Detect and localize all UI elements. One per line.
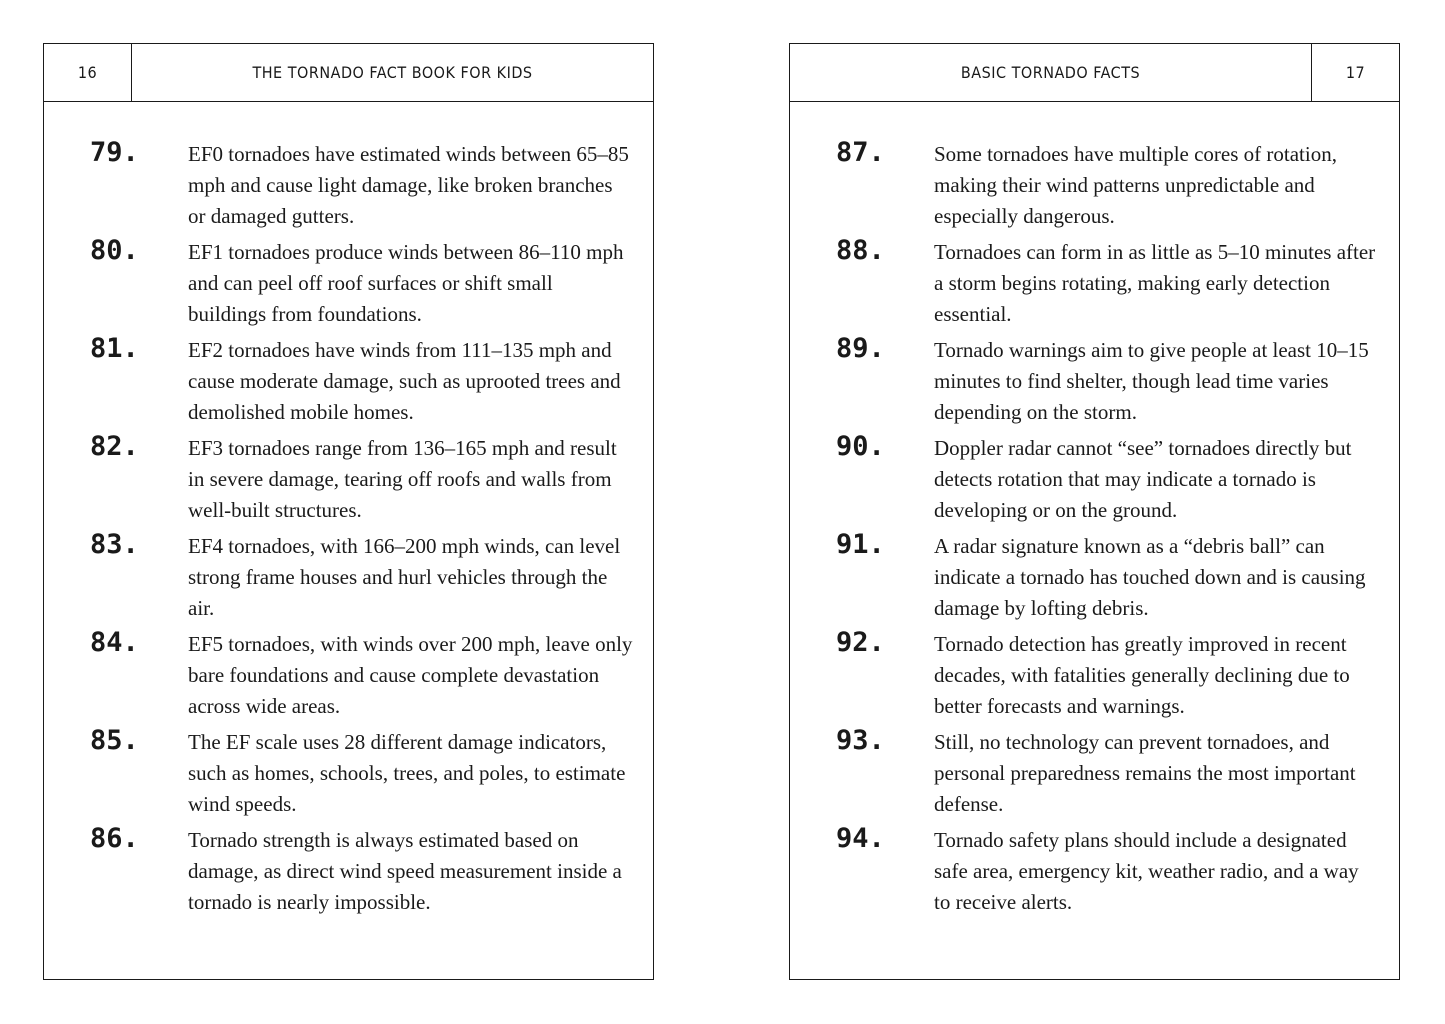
fact-text: The EF scale uses 28 different damage indicators, such as homes, schools, trees, and poles, to estimate wind speeds. bbox=[188, 730, 626, 816]
fact-text: EF1 tornadoes produce winds between 86–110 mph and can peel off roof surfaces or shift small buildings from foundations. bbox=[188, 240, 624, 326]
left-page bbox=[43, 43, 654, 980]
fact-text: Tornadoes can form in as little as 5–10 minutes after a storm begins rotating, making early detection essential. bbox=[934, 240, 1376, 326]
fact-list bbox=[44, 139, 653, 923]
fact-text: Tornado detection has greatly improved in recent decades, with fatalities generally declining due to better forecasts and warnings. bbox=[934, 632, 1350, 718]
fact-item bbox=[44, 629, 653, 722]
fact-item bbox=[44, 727, 653, 820]
fact-text: EF0 tornadoes have estimated winds between 65–85 mph and cause light damage, like broken branches or damaged gutters. bbox=[188, 142, 629, 228]
fact-text: Tornado strength is always estimated based on damage, as direct wind speed measurement inside a tornado is nearly impossible. bbox=[188, 828, 622, 914]
right-page-header bbox=[790, 44, 1399, 102]
fact-number: 85. bbox=[90, 725, 139, 756]
fact-item bbox=[790, 727, 1399, 820]
fact-number: 81. bbox=[90, 333, 139, 364]
fact-text: Still, no technology can prevent tornadoes, and personal preparedness remains the most important defense. bbox=[934, 730, 1356, 816]
running-title: BASIC TORNADO FACTS bbox=[960, 63, 1141, 82]
fact-number: 93. bbox=[836, 725, 885, 756]
fact-number: 89. bbox=[836, 333, 885, 364]
fact-number: 80. bbox=[90, 235, 139, 266]
fact-number: 94. bbox=[836, 823, 885, 854]
right-page bbox=[789, 43, 1400, 980]
fact-item bbox=[790, 433, 1399, 526]
fact-text: Some tornadoes have multiple cores of rotation, making their wind patterns unpredictable and especially dangerous. bbox=[934, 142, 1337, 228]
fact-number: 91. bbox=[836, 529, 885, 560]
fact-number: 83. bbox=[90, 529, 139, 560]
fact-item bbox=[44, 237, 653, 330]
fact-item bbox=[44, 433, 653, 526]
fact-item bbox=[44, 139, 653, 232]
fact-text: EF3 tornadoes range from 136–165 mph and result in severe damage, tearing off roofs and walls from well-built structures. bbox=[188, 436, 617, 522]
fact-number: 88. bbox=[836, 235, 885, 266]
fact-item bbox=[790, 335, 1399, 428]
fact-text: EF4 tornadoes, with 166–200 mph winds, can level strong frame houses and hurl vehicles through the air. bbox=[188, 534, 621, 620]
fact-text: Tornado warnings aim to give people at least 10–15 minutes to find shelter, though lead time varies depending on the storm. bbox=[934, 338, 1369, 424]
running-title: THE TORNADO FACT BOOK FOR KIDS bbox=[252, 63, 533, 82]
fact-text: Doppler radar cannot “see” tornadoes directly but detects rotation that may indicate a tornado is developing or on the ground. bbox=[934, 436, 1352, 522]
fact-item bbox=[790, 531, 1399, 624]
page-number: 16 bbox=[44, 44, 132, 101]
fact-item bbox=[790, 237, 1399, 330]
fact-text: EF2 tornadoes have winds from 111–135 mph and cause moderate damage, such as uprooted trees and demolished mobile homes. bbox=[188, 338, 621, 424]
fact-item bbox=[44, 531, 653, 624]
fact-item bbox=[790, 629, 1399, 722]
page-number: 17 bbox=[1311, 44, 1399, 101]
fact-item bbox=[790, 139, 1399, 232]
fact-item bbox=[790, 825, 1399, 918]
fact-number: 87. bbox=[836, 137, 885, 168]
fact-number: 90. bbox=[836, 431, 885, 462]
fact-number: 84. bbox=[90, 627, 139, 658]
left-page-header bbox=[44, 44, 653, 102]
fact-item bbox=[44, 825, 653, 918]
fact-number: 82. bbox=[90, 431, 139, 462]
fact-text: Tornado safety plans should include a designated safe area, emergency kit, weather radio, and a way to receive alerts. bbox=[934, 828, 1359, 914]
fact-number: 92. bbox=[836, 627, 885, 658]
fact-text: A radar signature known as a “debris ball” can indicate a tornado has touched down and is causing damage by lofting debris. bbox=[934, 534, 1366, 620]
fact-number: 86. bbox=[90, 823, 139, 854]
fact-text: EF5 tornadoes, with winds over 200 mph, leave only bare foundations and cause complete devastation across wide areas. bbox=[188, 632, 633, 718]
fact-item bbox=[44, 335, 653, 428]
fact-number: 79. bbox=[90, 137, 139, 168]
fact-list bbox=[790, 139, 1399, 923]
